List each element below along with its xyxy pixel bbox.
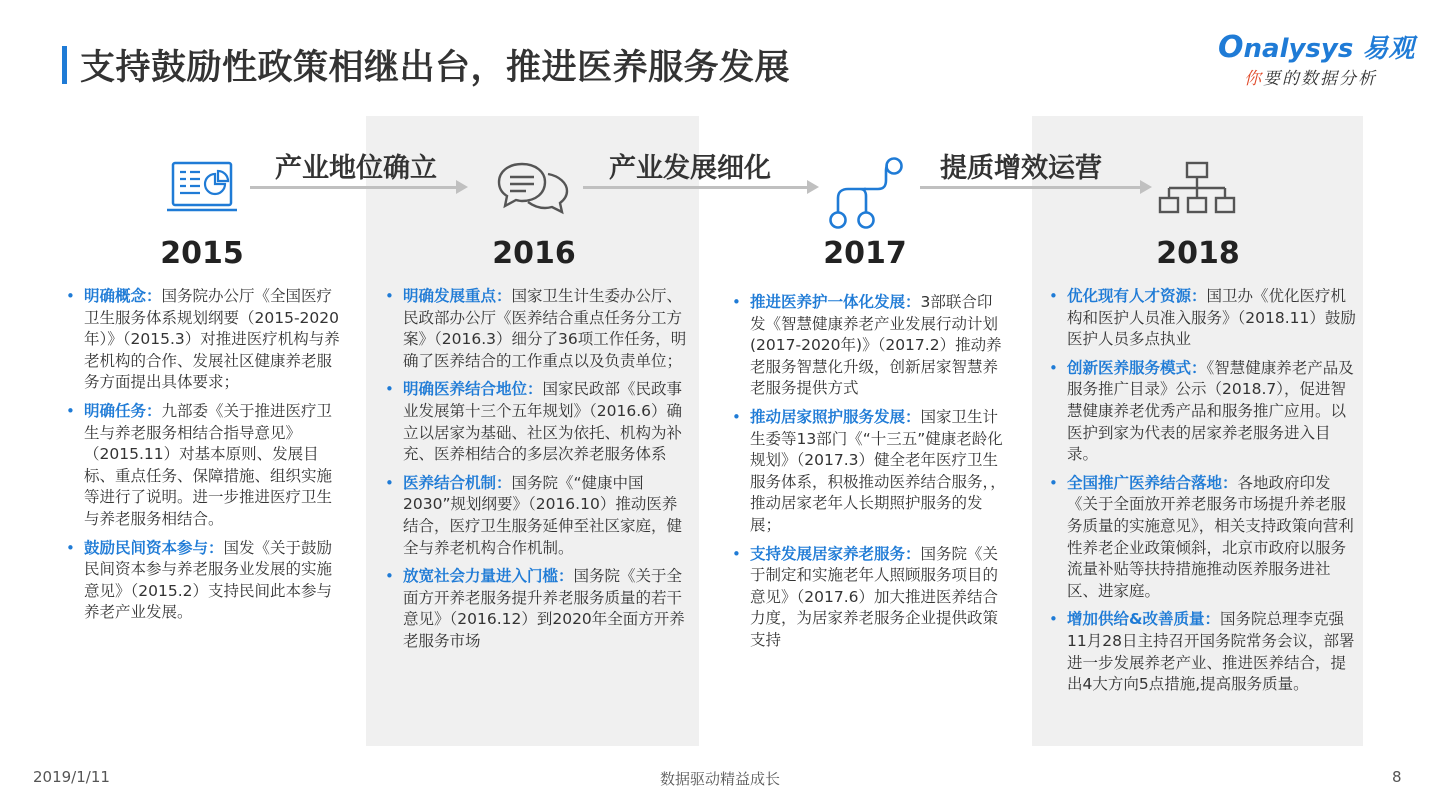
year-2015: 2015 [160, 236, 244, 271]
policy-column-2017 [728, 292, 1006, 659]
policy-item: • 明确任务：九部委《关于推进医疗卫生与养老服务相结合指导意见》（2015.11）对基本原则、发展目标、重点任务、保障措施、组织实施等进行了说明。进一步推进医疗卫生与养老服务相结合。 [62, 401, 340, 531]
policy-item: • 增加供给&改善质量：国务院总理李克强11月28日主持召开国务院常务会议，部署进一步发展养老产业、推进医养结合，提出4大方向5点措施,提高服务质量。 [1045, 609, 1361, 695]
policy-item: • 优化现有人才资源：国卫办《优化医疗机构和医护人员准入服务》（2018.11）鼓励医护人员多点执业 [1045, 286, 1361, 351]
policy-item: • 鼓励民间资本参与：国发《关于鼓励民间资本参与养老服务业发展的实施意见》（2015.2）支持民间此本参与养老产业发展。 [62, 538, 340, 624]
page-number: 8 [1392, 768, 1402, 786]
year-2018: 2018 [1156, 236, 1240, 271]
policy-column-2016 [381, 286, 691, 660]
brand-slogan: 你要的数据分析 [1244, 69, 1377, 89]
policy-item: • 全国推广医养结合落地：各地政府印发《关于全面放开养老服务市场提升养老服务质量的实施意见》，相关支持政策向营利性养老企业政策倾斜，北京市政府以服务流量补贴等扶持措施推动医养服务进社区、进家庭。 [1045, 473, 1361, 603]
footer-tagline: 数据驱动精益成长 [659, 770, 780, 788]
brand-logo [1218, 28, 1415, 92]
policy-item: • 推进医养护一体化发展：3部联合印发《智慧健康养老产业发展行动计划(2017-2020年)》（2017.2）推动养老服务智慧化升级，创新居家智慧养老服务提供方式 [728, 292, 1006, 400]
year-2017: 2017 [823, 236, 907, 271]
phase-label-2: 产业发展细化 [609, 153, 771, 184]
phase-label-3: 提质增效运营 [940, 153, 1102, 184]
org-chart-icon [1158, 160, 1236, 216]
timeline-arrow-2 [583, 186, 809, 189]
year-2016: 2016 [492, 236, 576, 271]
timeline-arrow-1 [250, 186, 458, 189]
workflow-icon [828, 156, 906, 232]
policy-item: • 明确发展重点：国家卫生计生委办公厅、民政部办公厅《医养结合重点任务分工方案》（2016.3）细分了36项工作任务，明确了医养结合的工作重点以及负责单位； [381, 286, 691, 372]
footer-date: 2019/1/11 [33, 768, 110, 786]
timeline-arrow-3 [920, 186, 1142, 189]
policy-item: • 放宽社会力量进入门槛：国务院《关于全面方开养老服务提升养老服务质量的若干意见》（2016.12）到2020年全面方开养老服务市场 [381, 566, 691, 652]
policy-item: • 明确医养结合地位：国家民政部《民政事业发展第十三个五年规划》（2016.6）确立以居家为基础、社区为依托、机构为补充、医养相结合的多层次养老服务体系 [381, 379, 691, 465]
chat-bubbles-icon [496, 160, 570, 216]
title-accent-bar [62, 46, 67, 84]
policy-item: • 推动居家照护服务发展：国家卫生计生委等13部门《“十三五”健康老龄化规划》（2017.3）健全老年医疗卫生服务体系，积极推动医养结合服务，，推动居家老年人长期照护服务的发展； [728, 407, 1006, 537]
phase-label-1: 产业地位确立 [275, 153, 437, 184]
page-title: 支持鼓励性政策相继出台，推进医养服务发展 [80, 48, 791, 88]
report-chart-icon [166, 160, 238, 216]
policy-column-2018 [1045, 286, 1361, 703]
policy-column-2015 [62, 286, 340, 631]
policy-item: • 创新医养服务模式：《智慧健康养老产品及服务推广目录》公示（2018.7），促进智慧健康养老优秀产品和服务推广应用。以医护到家为代表的居家养老服务进入目录。 [1045, 358, 1361, 466]
policy-item: • 支持发展居家养老服务：国务院《关于制定和实施老年人照顾服务项目的意见》（2017.6）加大推进医养结合力度，为居家养老服务企业提供政策支持 [728, 544, 1006, 652]
policy-item: • 医养结合机制：国务院《“健康中国2030”规划纲要》（2016.10）推动医养结合，医疗卫生服务延伸至社区家庭，健全与养老机构合作机制。 [381, 473, 691, 559]
policy-item: • 明确概念：国务院办公厅《全国医疗卫生服务体系规划纲要（2015-2020年）》（2015.3）对推进医疗机构与养老机构的合作、发展社区健康养老服务方面提出具体要求； [62, 286, 340, 394]
brand-name: Onalysys 易观 [1218, 30, 1415, 65]
